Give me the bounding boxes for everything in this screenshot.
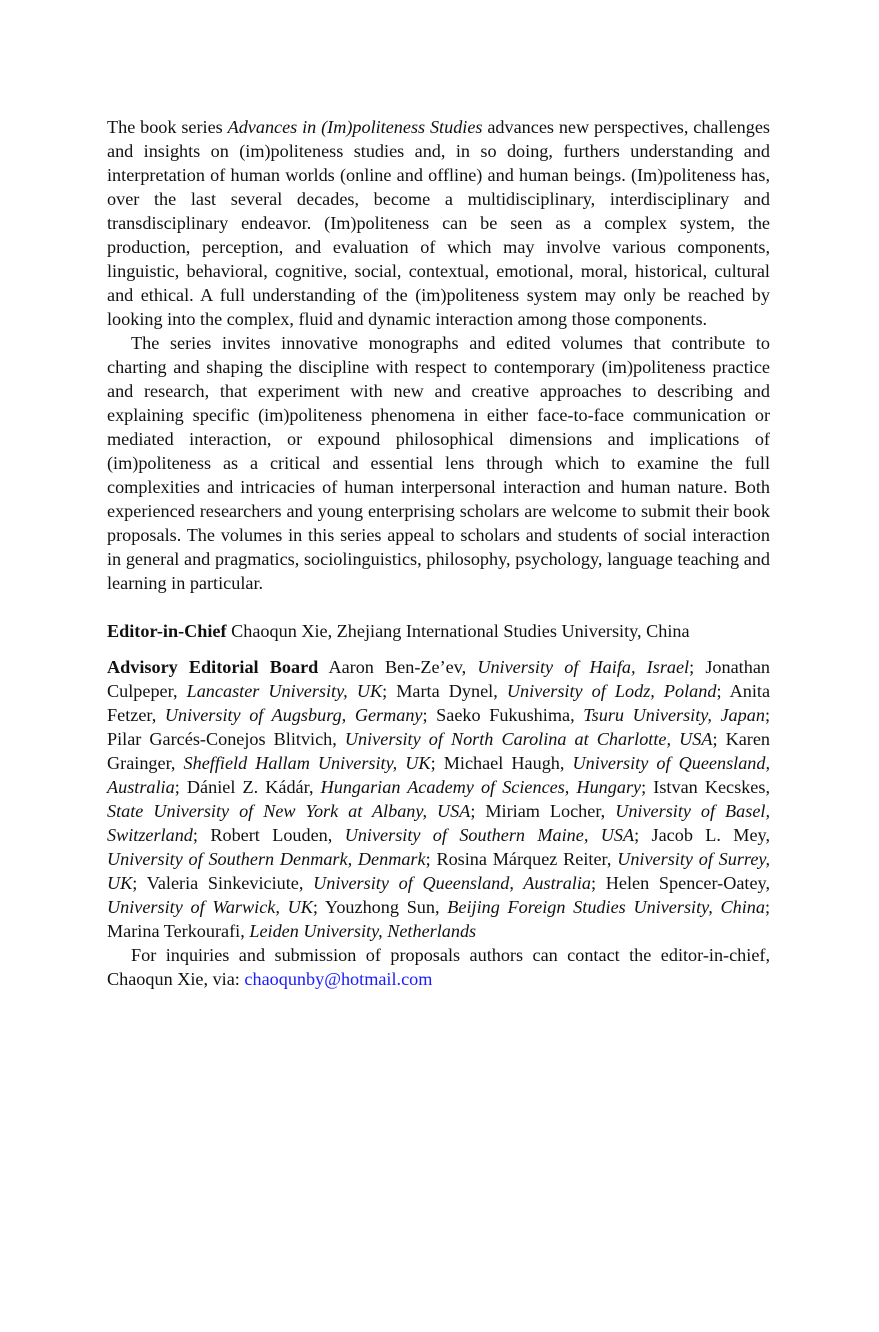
document-page <box>107 115 770 991</box>
board-member-affiliation: University of Queensland, Australia <box>107 753 771 797</box>
board-members: Aaron Ben-Ze’ev, University of Haifa, Israel; Jonathan Culpeper, Lancaster University, UK; Marta Dynel, University of Lodz, Poland; Anita Fetzer, University of Augsburg, Germany; Saeko Fukushima, Tsuru University, Japan; Pilar Garcés-Conejos Blitvich, University of North Carolina at Charlotte, USA; Karen Grainger, Sheffield Hallam University, UK; Michael Haugh, University of Queensland, Australia; Dániel Z. Kádár, Hungarian Academy of Sciences, Hungary; Istvan Kecskes, State University of New York at Albany, USA; Miriam Locher, University of Basel, Switzerland; Robert Louden, University of Southern Maine, USA; Jacob L. Mey, University of Southern Denmark, Denmark; Rosina Márquez Reiter, University of Surrey, UK; Valeria Sinkeviciute, University of Queensland, Australia; Helen Spencer-Oatey, University of Warwick, UK; Youzhong Sun, Beijing Foreign Studies University, China; Marina Terkourafi, Leiden University, Netherlands <box>107 657 771 941</box>
board-member-name: Marina Terkourafi <box>107 921 241 941</box>
invitation-paragraph: The series invites innovative monographs and edited volumes that contribute to charting and shaping the discipline with respect to contemporary (im)politeness practice and research, that experiment with new and creative approaches to describing and explaining specific (im)politeness phenomena in either face-to-face communication or mediated interaction, or expound philosophical dimensions and implications of (im)politeness as a critical and essential lens through which to examine the full complexities and intricacies of human interpersonal interaction and human nature. Both experienced researchers and young enterprising scholars are welcome to submit their book proposals. The volumes in this series appeal to scholars and students of social interaction in general and pragmatics, sociolinguistics, philosophy, psychology, language teaching and learning in particular. <box>107 333 770 593</box>
board-member-name: Istvan Kecskes <box>653 777 766 797</box>
board-member-affiliation: University of Haifa, Israel <box>477 657 690 677</box>
board-member-name: Aaron Ben-Ze’ev <box>328 657 462 677</box>
board-member-name: Helen Spencer-Oatey <box>605 873 766 893</box>
board-member-name: Youzhong Sun <box>325 897 435 917</box>
board-member-name: Karen Grainger <box>107 729 771 773</box>
board-member-affiliation: University of Warwick, UK <box>107 897 313 917</box>
board-member-affiliation: University of Southern Maine, USA <box>344 825 635 845</box>
board-member-affiliation: Tsuru University, Japan <box>583 705 765 725</box>
board-member-affiliation: University of Augsburg, Germany <box>164 705 423 725</box>
board-member-affiliation: Lancaster University, UK <box>186 681 383 701</box>
board-member-name: Jacob L. Mey <box>651 825 766 845</box>
board-member-name: Saeko Fukushima <box>436 705 571 725</box>
intro-text: The book series <box>107 117 228 137</box>
board-member-affiliation: University of Lodz, Poland <box>506 681 717 701</box>
advisory-board <box>107 655 770 943</box>
board-member-name: Michael Haugh <box>443 753 560 773</box>
board-member-name: Anita Fetzer <box>107 681 771 725</box>
board-member-name: Valeria Sinkeviciute <box>146 873 299 893</box>
board-member-affiliation: State University of New York at Albany, USA <box>107 801 471 821</box>
board-label: Advisory Editorial Board <box>107 657 319 677</box>
editor-in-chief <box>107 619 770 643</box>
board-member-affiliation: University of Basel, Switzerland <box>107 801 771 845</box>
board-member-affiliation: Hungarian Academy of Sciences, Hungary <box>320 777 642 797</box>
board-member-affiliation: University of Southern Denmark, Denmark <box>107 849 426 869</box>
contact-text: For inquiries and submission of proposals authors can contact the editor-in-chief, Chaoqun Xie, via: <box>107 945 770 989</box>
board-member-affiliation: University of North Carolina at Charlotte, USA <box>344 729 713 749</box>
board-member-name: Rosina Márquez Reiter <box>436 849 607 869</box>
board-member-name: Robert Louden <box>210 825 328 845</box>
board-member-affiliation: Beijing Foreign Studies University, China <box>447 897 765 917</box>
intro-text-rest: advances new perspectives, challenges and insights on (im)politeness studies and, in so doing, furthers understanding and interpretation of human worlds (online and offline) and human beings. (Im)politeness has, over the last several decades, become a multidisciplinary, interdisciplinary and transdisciplinary endeavor. (Im)politeness can be seen as a complex system, the production, perception, and evaluation of which may involve various components, linguistic, behavioral, cognitive, social, contextual, emotional, moral, historical, cultural and ethical. A full understanding of the (im)politeness system may only be reached by looking into the complex, fluid and dynamic interaction among those components. <box>107 117 771 329</box>
board-member-name: Miriam Locher <box>485 801 601 821</box>
contact-paragraph <box>107 943 770 991</box>
intro-paragraph <box>107 115 770 331</box>
editor-label: Editor-in-Chief <box>107 621 227 641</box>
board-member-affiliation: Sheffield Hallam University, UK <box>183 753 431 773</box>
board-member-name: Marta Dynel <box>396 681 494 701</box>
email-link[interactable]: chaoqunby@hotmail.com <box>244 969 433 989</box>
board-member-affiliation: University of Queensland, Australia <box>313 873 591 893</box>
board-member-affiliation: University of Surrey, UK <box>107 849 771 893</box>
board-member-name: Jonathan Culpeper <box>107 657 770 701</box>
board-member-name: Pilar Garcés-Conejos Blitvich <box>107 729 333 749</box>
board-member-affiliation: Leiden University, Netherlands <box>249 921 477 941</box>
series-title: Advances in (Im)politeness Studies <box>227 117 483 137</box>
editor-text: Chaoqun Xie, Zhejiang International Studies University, China <box>226 621 690 641</box>
board-member-name: Dániel Z. Kádár <box>186 777 309 797</box>
